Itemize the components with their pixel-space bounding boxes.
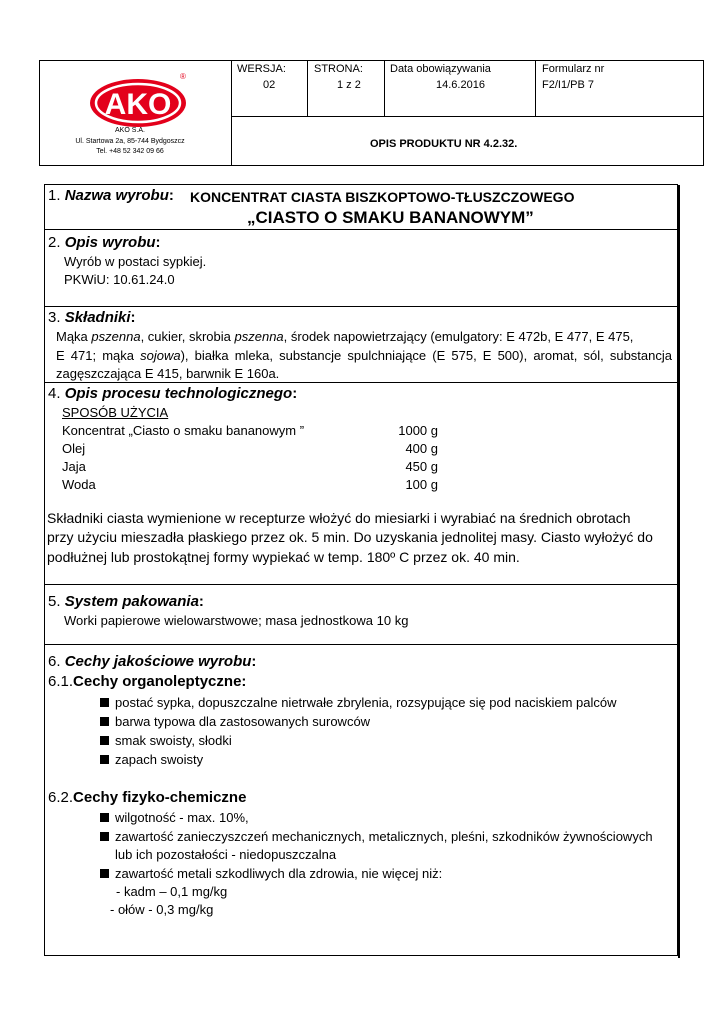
company-phone: Tel. +48 52 342 09 66	[96, 148, 164, 155]
recipe-item-amount: 450 g	[405, 459, 438, 474]
product-form: Wyrób w postaci sypkiej.	[64, 254, 207, 269]
square-bullet-icon	[100, 813, 109, 822]
organoleptic-item: smak swoisty, słodki	[115, 733, 232, 748]
heavy-metal-limit: - ołów - 0,3 mg/kg	[110, 902, 214, 917]
square-bullet-icon	[100, 736, 109, 745]
physicochemical-heading: 6.2.Cechy fizyko-chemiczne	[48, 789, 247, 806]
section-divider	[45, 584, 677, 585]
square-bullet-icon	[100, 832, 109, 841]
section-2-heading: 2. Opis wyrobu:	[48, 234, 161, 251]
ingredients-line-3: zagęszczająca E 415, barwnik E 160a.	[56, 366, 280, 381]
square-bullet-icon	[100, 869, 109, 878]
section-6-heading: 6. Cechy jakościowe wyrobu:	[48, 653, 257, 670]
header-divider	[384, 61, 385, 116]
header-divider	[535, 61, 536, 116]
header-divider	[307, 61, 308, 116]
company-logo	[86, 70, 196, 132]
physicochemical-item: zawartość metali szkodliwych dla zdrowia, nie więcej niż:	[115, 866, 443, 881]
square-bullet-icon	[100, 698, 109, 707]
organoleptic-heading: 6.1.Cechy organoleptyczne:	[48, 673, 247, 690]
form-value: F2/I1/PB 7	[542, 79, 594, 91]
product-name-line-1: KONCENTRAT CIASTA BISZKOPTOWO-TŁUSZCZOWEGO	[190, 189, 575, 205]
preparation-text-line-2: przy użyciu mieszadła płaskiego przez ok. 5 min. Do uzyskania jednolitej masy. Ciasto wyłożyć do	[47, 529, 653, 545]
organoleptic-item: postać sypka, dopuszczalne nietrwałe zbrylenia, rozsypujące się pod naciskiem palców	[115, 695, 617, 710]
product-name-line-2: „CIASTO O SMAKU BANANOWYM”	[247, 208, 534, 227]
date-value: 14.6.2016	[436, 79, 485, 91]
square-bullet-icon	[100, 755, 109, 764]
physicochemical-item: wilgotność - max. 10%,	[115, 810, 249, 825]
registered-mark: ®	[180, 72, 186, 81]
physicochemical-item: zawartość zanieczyszczeń mechanicznych, metalicznych, pleśni, szkodników żywnościowych	[115, 829, 653, 844]
form-label: Formularz nr	[542, 63, 605, 75]
ingredients-line-2: E 471; mąka sojowa), białka mleka, substancje spulchniające (E 575, E 500), aromat, sól, substancja	[56, 348, 672, 363]
preparation-text-line-1: Składniki ciasta wymienione w recepturze włożyć do miesiarki i wyrabiać na średnich obrotach	[47, 510, 631, 526]
version-label: WERSJA:	[237, 63, 286, 75]
packaging-description: Worki papierowe wielowarstwowe; masa jednostkowa 10 kg	[64, 613, 409, 628]
date-label: Data obowiązywania	[390, 63, 491, 75]
header-divider	[231, 116, 703, 117]
usage-heading: SPOSÓB UŻYCIA	[62, 405, 169, 420]
physicochemical-item-continuation: lub ich pozostałości - niedopuszczalna	[115, 847, 337, 862]
square-bullet-icon	[100, 717, 109, 726]
section-4-heading: 4. Opis procesu technologicznego:	[48, 385, 298, 402]
page-label: STRONA:	[314, 63, 363, 75]
recipe-item-name: Woda	[62, 477, 96, 492]
ingredients-line-1: Mąka pszenna, cukier, skrobia pszenna, środek napowietrzający (emulgatory: E 472b, E 477, E 475,	[56, 329, 634, 344]
recipe-item-name: Jaja	[62, 459, 86, 474]
company-name: AKO S.A.	[115, 127, 145, 134]
preparation-text-line-3: podłużnej lub prostokątnej formy wypiekać w temp. 180º C przez ok. 40 min.	[47, 549, 520, 565]
section-divider	[45, 306, 677, 307]
section-divider	[45, 229, 677, 230]
recipe-item-amount: 1000 g	[398, 423, 438, 438]
recipe-item-amount: 100 g	[405, 477, 438, 492]
organoleptic-item: zapach swoisty	[115, 752, 204, 767]
section-1-heading: 1. Nazwa wyrobu:	[48, 187, 174, 204]
section-3-heading: 3. Składniki:	[48, 309, 136, 326]
recipe-item-name: Olej	[62, 441, 86, 456]
section-divider	[45, 644, 677, 645]
header-divider	[231, 61, 232, 165]
organoleptic-item: barwa typowa dla zastosowanych surowców	[115, 714, 371, 729]
logo-wordmark: AKO	[104, 88, 172, 121]
document-title: OPIS PRODUKTU NR 4.2.32.	[370, 138, 518, 150]
section-5-heading: 5. System pakowania:	[48, 593, 204, 610]
version-value: 02	[263, 79, 276, 91]
heavy-metal-limit: - kadm – 0,1 mg/kg	[116, 884, 228, 899]
recipe-item-name: Koncentrat „Ciasto o smaku bananowym ”	[62, 423, 305, 438]
document-header	[39, 60, 704, 166]
company-address: Ul. Startowa 2a, 85-744 Bydgoszcz	[75, 138, 185, 145]
pkwiu-code: PKWiU: 10.61.24.0	[64, 272, 175, 287]
recipe-item-amount: 400 g	[405, 441, 438, 456]
page-value: 1 z 2	[337, 79, 361, 91]
